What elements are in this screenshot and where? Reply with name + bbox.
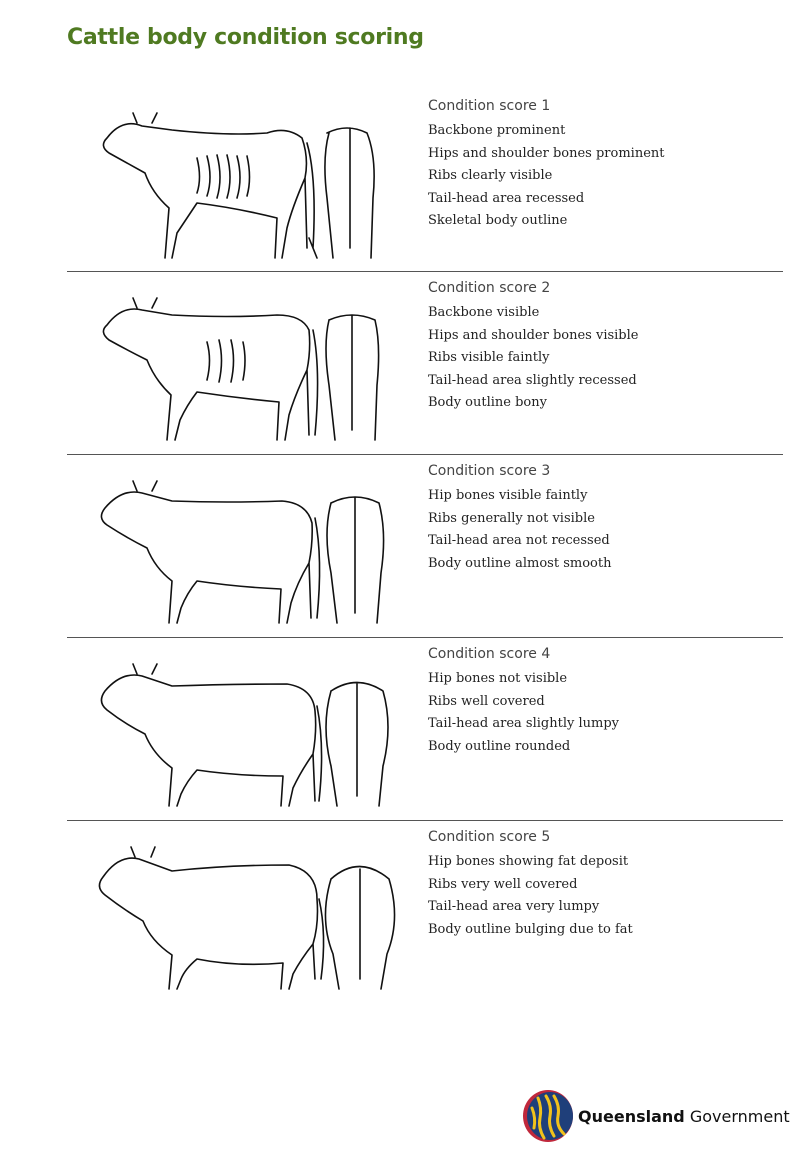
logo-bold-text: Queensland bbox=[578, 1107, 685, 1126]
score-item: Hip bones not visible bbox=[428, 671, 568, 686]
divider bbox=[67, 637, 783, 638]
score-item: Body outline bony bbox=[428, 395, 547, 410]
score-item: Ribs visible faintly bbox=[428, 350, 550, 365]
divider bbox=[67, 271, 783, 272]
condition-score-2-row bbox=[67, 274, 783, 457]
divider bbox=[67, 820, 783, 821]
cow-illustration-score-3 bbox=[77, 463, 417, 633]
score-item: Hips and shoulder bones visible bbox=[428, 327, 639, 343]
condition-score-5-row bbox=[67, 823, 783, 1006]
score-item: Body outline rounded bbox=[428, 738, 571, 754]
score-item: Body outline bulging due to fat bbox=[428, 921, 633, 937]
score-item: Body outline almost smooth bbox=[428, 555, 612, 571]
divider bbox=[67, 454, 783, 455]
page-title: Cattle body condition scoring bbox=[67, 25, 424, 50]
score-item: Ribs generally not visible bbox=[428, 510, 595, 526]
cow-illustration-score-5 bbox=[77, 829, 417, 999]
condition-score-3-row bbox=[67, 457, 783, 640]
cow-illustration-score-4 bbox=[77, 646, 417, 816]
score-heading: Condition score 1 bbox=[428, 98, 551, 114]
condition-score-1-row bbox=[67, 92, 783, 275]
score-item: Hip bones showing fat deposit bbox=[428, 854, 629, 869]
score-heading: Condition score 2 bbox=[428, 280, 551, 296]
score-heading: Condition score 4 bbox=[428, 646, 551, 662]
cow-illustration-score-2 bbox=[77, 280, 417, 450]
score-item: Ribs very well covered bbox=[428, 876, 578, 892]
score-item: Hips and shoulder bones prominent bbox=[428, 145, 665, 161]
score-item: Ribs clearly visible bbox=[428, 168, 553, 183]
condition-score-4-row bbox=[67, 640, 783, 823]
score-item: Tail-head area recessed bbox=[428, 190, 585, 206]
logo-regular-text: Government bbox=[689, 1107, 790, 1126]
score-item: Tail-head area slightly recessed bbox=[428, 372, 637, 388]
score-item: Tail-head area not recessed bbox=[428, 533, 610, 548]
score-item: Backbone prominent bbox=[428, 123, 566, 138]
score-item: Tail-head area slightly lumpy bbox=[428, 716, 619, 731]
score-item: Backbone visible bbox=[428, 305, 540, 320]
score-item: Skeletal body outline bbox=[428, 213, 568, 228]
score-item: Tail-head area very lumpy bbox=[428, 899, 600, 914]
score-heading: Condition score 3 bbox=[428, 463, 551, 479]
score-item: Hip bones visible faintly bbox=[428, 488, 588, 503]
logo-wordmark bbox=[578, 1107, 790, 1126]
score-heading: Condition score 5 bbox=[428, 829, 551, 845]
cow-illustration-score-1 bbox=[77, 98, 417, 268]
score-item: Ribs well covered bbox=[428, 693, 545, 709]
